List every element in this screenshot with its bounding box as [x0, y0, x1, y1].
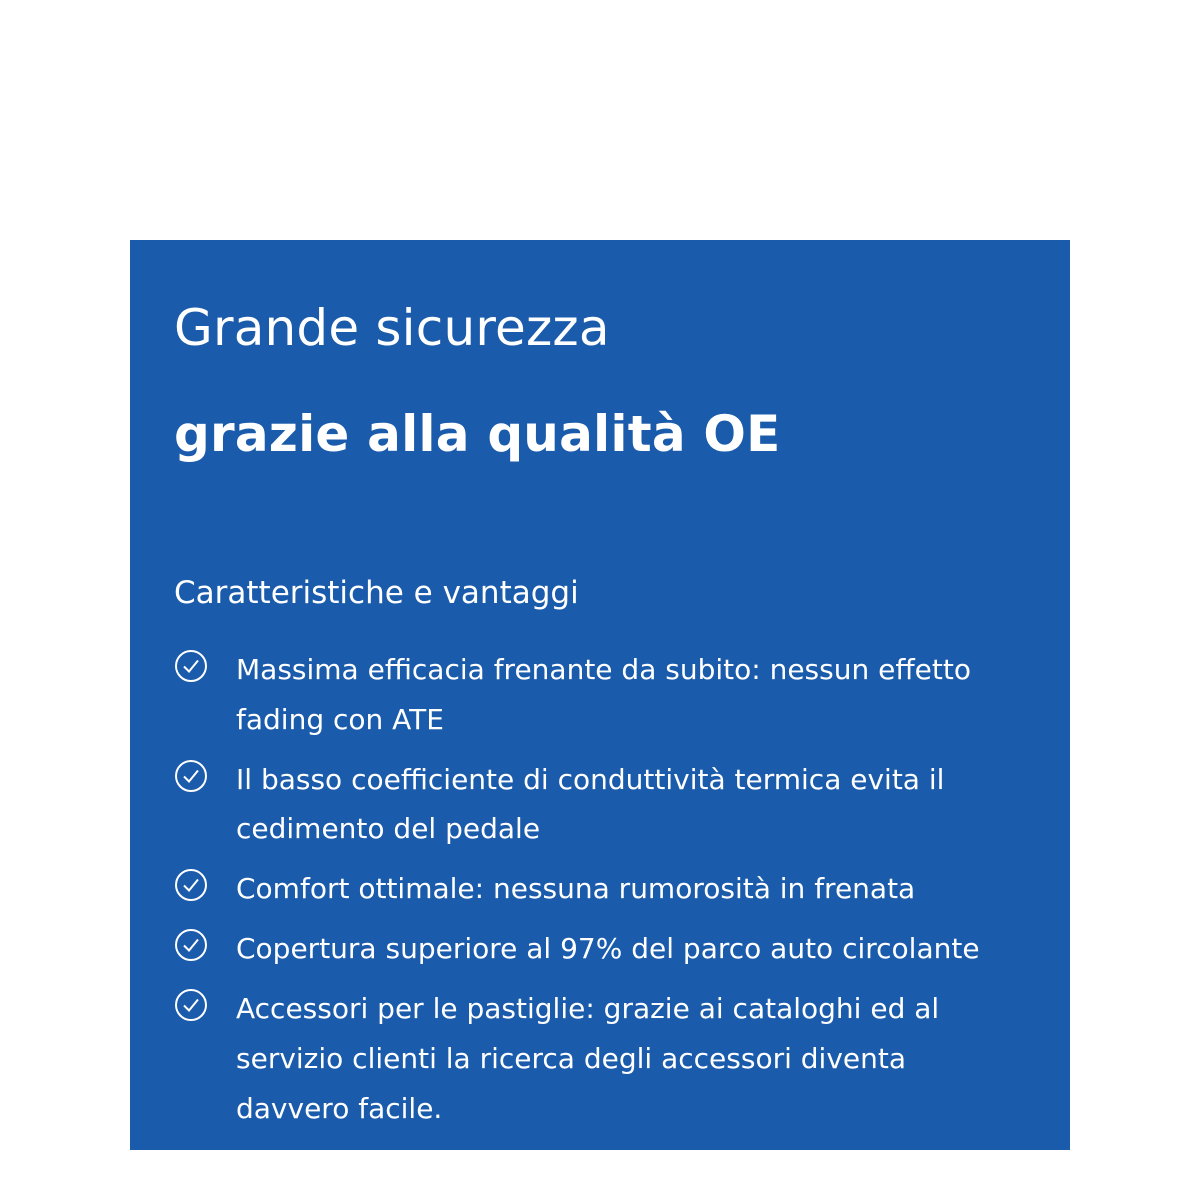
list-item-label: Massima efficacia frenante da subito: nessun effetto fading con ATE [236, 653, 971, 736]
list-item [174, 864, 1010, 914]
check-circle-icon [174, 988, 208, 1022]
list-item-label: Il basso coefficiente di conduttività termica evita il cedimento del pedale [236, 762, 945, 846]
list-item [174, 984, 1010, 1133]
page-title-line2: grazie alla qualità OE [174, 404, 781, 463]
list-item [174, 755, 1010, 855]
check-circle-icon [174, 868, 208, 902]
list-item-label: Copertura superiore al 97% del parco auto circolante [236, 932, 980, 966]
feature-panel [130, 240, 1070, 1150]
list-item [174, 645, 1010, 745]
feature-list [174, 611, 1010, 1133]
check-circle-icon [174, 759, 208, 793]
features-subheading: Caratteristiche e vantaggi [174, 575, 579, 611]
page-title-line1: Grande sicurezza [174, 299, 610, 357]
list-item-label: Comfort ottimale: nessuna rumorosità in frenata [236, 872, 916, 906]
list-item [174, 924, 1010, 974]
check-circle-icon [174, 928, 208, 962]
check-circle-icon [174, 649, 208, 683]
list-item-label: Accessori per le pastiglie: grazie ai cataloghi ed al servizio clienti la ricerca degli accessori diventa davvero facile. [236, 991, 940, 1125]
